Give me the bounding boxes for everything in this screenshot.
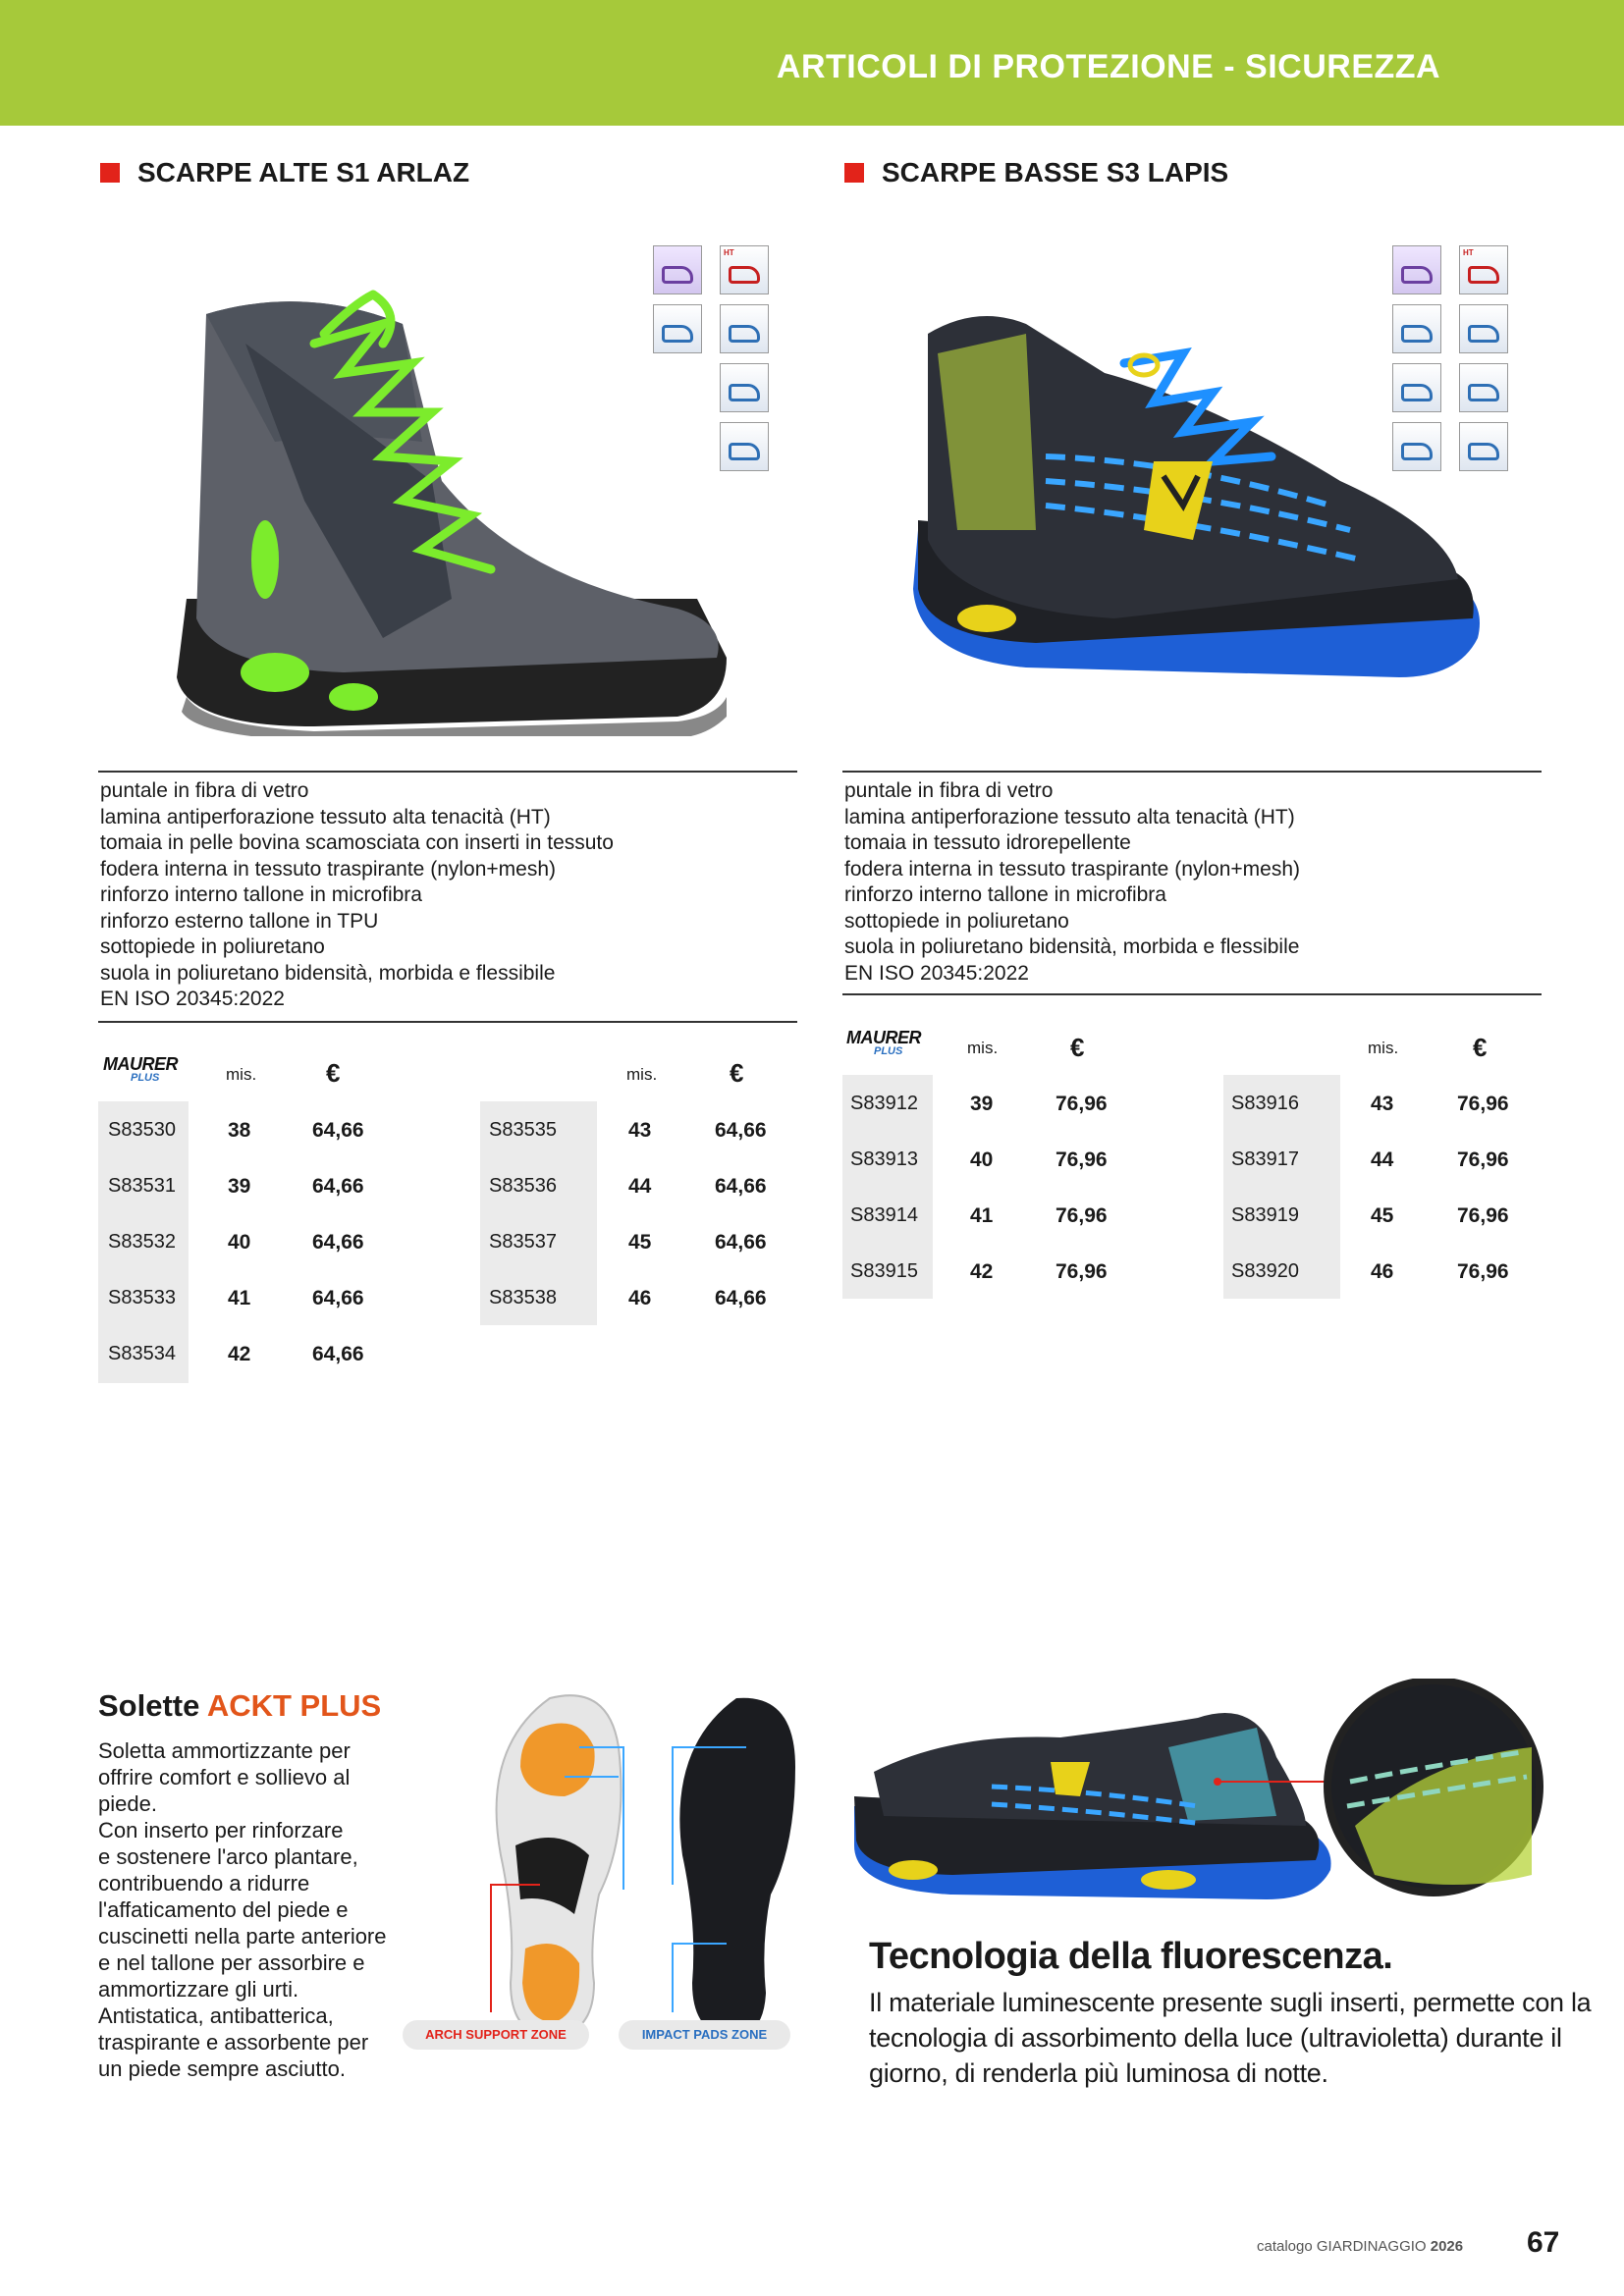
red-square-icon [100, 163, 120, 183]
brand-name: MAURER [846, 1028, 921, 1047]
product-code: S83913 [850, 1148, 918, 1170]
product-price: 76,96 [1457, 1260, 1509, 1283]
product-price: 64,66 [312, 1119, 364, 1142]
description-line: puntale in fibra di vetro [844, 779, 1054, 802]
description-left [100, 778, 614, 1013]
size-header: mis. [226, 1065, 257, 1084]
brand-sub: PLUS [131, 1072, 160, 1084]
euro-icon: € [326, 1058, 341, 1088]
high-boot-image [147, 285, 736, 736]
product-code: S83917 [1231, 1148, 1299, 1170]
insole-text-line: Soletta ammortizzante per [98, 1738, 351, 1763]
product-size: 42 [970, 1260, 994, 1283]
product-code: S83530 [108, 1119, 176, 1141]
low-shoe-image [898, 294, 1488, 697]
product-price: 64,66 [715, 1119, 767, 1142]
page-number: 67 [1527, 2226, 1560, 2259]
product-code: S83919 [1231, 1204, 1299, 1226]
fiberglass-toecap-icon [1392, 245, 1441, 294]
fluorescence-text-line: Il materiale luminescente presente sugli inserti, permette con la [869, 1988, 1592, 2017]
fluorescence-text-line: tecnologia di assorbimento della luce (ultravioletta) durante il [869, 2023, 1562, 2053]
arch-support-label: ARCH SUPPORT ZONE [403, 2020, 589, 2050]
fluorescence-description [869, 1985, 1591, 2091]
insole-text-line: traspirante e assorbente per [98, 2030, 369, 2055]
ht-puncture-icon: HT [720, 245, 769, 294]
insole-image [471, 1688, 805, 2052]
size-header: mis. [967, 1039, 999, 1057]
insole-text-line: e nel tallone per assorbire e [98, 1950, 365, 1975]
description-line: puntale in fibra di vetro [100, 779, 309, 802]
product-code: S83912 [850, 1093, 918, 1114]
product-size: 42 [228, 1343, 251, 1365]
euro-icon: € [1473, 1033, 1488, 1062]
product-price: 76,96 [1457, 1204, 1509, 1227]
product-size: 44 [1371, 1148, 1394, 1171]
product-price: 76,96 [1056, 1204, 1108, 1227]
description-line: lamina antiperforazione tessuto alta tenacità (HT) [100, 805, 551, 828]
insole-text-line: contribuendo a ridurre [98, 1871, 310, 1896]
brand-sub: PLUS [874, 1045, 903, 1057]
product-size: 43 [628, 1119, 652, 1142]
product-code: S83538 [489, 1287, 557, 1308]
fluorescence-title: Tecnologia della fluorescenza. [869, 1936, 1393, 1977]
product-size: 41 [228, 1287, 251, 1309]
insole-text-line: Con inserto per rinforzare [98, 1818, 344, 1842]
description-line: suola in poliuretano bidensità, morbida e flessibile [100, 961, 556, 985]
product-price: 64,66 [715, 1175, 767, 1198]
product-size: 43 [1371, 1093, 1394, 1115]
insole-text-line: un piede sempre asciutto. [98, 2056, 346, 2081]
product-price: 64,66 [312, 1231, 364, 1254]
maurer-plus-logo [846, 1029, 921, 1057]
product-code: S83534 [108, 1343, 176, 1364]
product-size: 45 [628, 1231, 652, 1254]
description-line: fodera interna in tessuto traspirante (nylon+mesh) [844, 857, 1300, 881]
insole-text-line: e sostenere l'arco plantare, [98, 1844, 358, 1869]
description-line: suola in poliuretano bidensità, morbida e flessibile [844, 935, 1300, 958]
product-code: S83535 [489, 1119, 557, 1141]
insole-text-line: cuscinetti nella parte anteriore [98, 1924, 387, 1949]
size-header: mis. [626, 1065, 658, 1084]
product-price: 76,96 [1056, 1260, 1108, 1283]
product-code: S83532 [108, 1231, 176, 1253]
section-title-right-text: SCARPE BASSE S3 LAPIS [882, 157, 1229, 187]
description-line: rinforzo interno tallone in microfibra [100, 883, 422, 906]
divider-right-top [842, 771, 1542, 773]
description-line: sottopiede in poliuretano [100, 935, 325, 958]
description-line: tomaia in pelle bovina scamosciata con inserti in tessuto [100, 831, 614, 854]
footer-prefix: catalogo [1257, 2238, 1313, 2255]
product-price: 64,66 [715, 1287, 767, 1309]
insole-text-line: ammortizzare gli urti. [98, 1977, 299, 2002]
description-line: rinforzo interno tallone in microfibra [844, 883, 1166, 906]
insole-title-accent: ACKT PLUS [206, 1688, 382, 1723]
product-code: S83920 [1231, 1260, 1299, 1282]
fluorescence-text-line: giorno, di renderla più luminosa di notte. [869, 2058, 1328, 2088]
insole-title [98, 1688, 381, 1724]
page-title: ARTICOLI DI PROTEZIONE - SICUREZZA [776, 48, 1441, 85]
product-code: S83536 [489, 1175, 557, 1197]
product-size: 40 [970, 1148, 994, 1171]
page-header [0, 0, 1624, 126]
product-size: 38 [228, 1119, 251, 1142]
section-title-right [844, 157, 1228, 188]
product-size: 46 [1371, 1260, 1394, 1283]
footer-name: GIARDINAGGIO [1316, 2238, 1427, 2255]
product-code: S83916 [1231, 1093, 1299, 1114]
impact-pads-label: IMPACT PADS ZONE [619, 2020, 790, 2050]
section-title-left [100, 157, 469, 188]
description-line: tomaia in tessuto idrorepellente [844, 831, 1131, 854]
product-code: S83537 [489, 1231, 557, 1253]
insole-text-line: offrire comfort e sollievo al [98, 1765, 351, 1789]
product-size: 45 [1371, 1204, 1394, 1227]
insole-description [98, 1737, 422, 2082]
description-line: EN ISO 20345:2022 [100, 988, 285, 1010]
product-code: S83533 [108, 1287, 176, 1308]
euro-icon: € [1070, 1033, 1085, 1062]
divider-left-top [98, 771, 797, 773]
insole-title-text: Solette [98, 1688, 200, 1723]
product-price: 64,66 [312, 1175, 364, 1198]
section-title-left-text: SCARPE ALTE S1 ARLAZ [137, 157, 470, 187]
brand-name: MAURER [103, 1054, 178, 1074]
description-line: fodera interna in tessuto traspirante (nylon+mesh) [100, 857, 556, 881]
product-size: 39 [970, 1093, 994, 1115]
product-size: 46 [628, 1287, 652, 1309]
product-price: 64,66 [715, 1231, 767, 1254]
description-line: sottopiede in poliuretano [844, 909, 1069, 933]
euro-icon: € [730, 1058, 744, 1088]
product-price: 76,96 [1056, 1093, 1108, 1115]
footer-year: 2026 [1430, 2238, 1464, 2255]
product-size: 44 [628, 1175, 652, 1198]
product-code: S83531 [108, 1175, 176, 1197]
product-code: S83914 [850, 1204, 918, 1226]
product-price: 76,96 [1457, 1093, 1509, 1115]
fluorescent-shoe-image [844, 1679, 1551, 1924]
maurer-plus-logo [103, 1055, 178, 1084]
description-line: lamina antiperforazione tessuto alta tenacità (HT) [844, 805, 1295, 828]
product-price: 64,66 [312, 1343, 364, 1365]
insole-text-line: Antistatica, antibatterica, [98, 2003, 334, 2028]
ht-puncture-icon: HT [1459, 245, 1508, 294]
description-line: EN ISO 20345:2022 [844, 961, 1029, 985]
divider-right-bottom [842, 993, 1542, 995]
size-header: mis. [1368, 1039, 1399, 1057]
footer-catalog [1257, 2238, 1463, 2255]
product-price: 76,96 [1056, 1148, 1108, 1171]
product-price: 76,96 [1457, 1148, 1509, 1171]
product-size: 40 [228, 1231, 251, 1254]
red-square-icon [844, 163, 864, 183]
product-size: 41 [970, 1204, 994, 1227]
insole-text-line: l'affaticamento del piede e [98, 1897, 349, 1922]
description-right [844, 778, 1300, 987]
product-size: 39 [228, 1175, 251, 1198]
divider-left-bottom [98, 1021, 797, 1023]
product-code: S83915 [850, 1260, 918, 1282]
product-price: 64,66 [312, 1287, 364, 1309]
description-line: rinforzo esterno tallone in TPU [100, 909, 379, 933]
insole-text-line: piede. [98, 1791, 157, 1816]
